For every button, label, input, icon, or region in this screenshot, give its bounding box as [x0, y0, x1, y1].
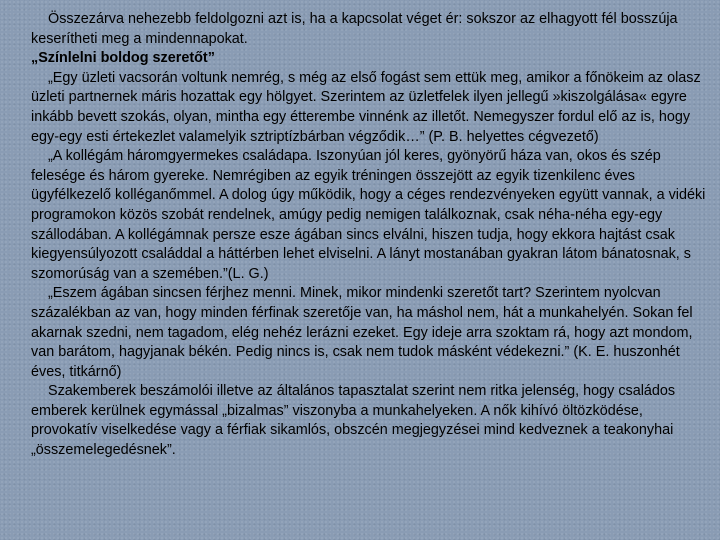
quote-paragraph-secretary: „Eszem ágában sincsen férjhez menni. Minek, mikor mindenki szeretőt tart? Szerintem nyolcvan százalékban az van, hogy minden férfinak szeretője van, ha máshol nem, hát a munkahelyén. Sokan fel akarnak szedni, nem tagadom, elég nehéz lerázni ezeket. Egy ideje arra szoktam rá, hogy azt mondom, van barátom, hagyjanak békén. Pedig nincs is, csak nem tudok másként védekezni.” (K. E. huszonhét éves, titkárnő): [31, 285, 693, 380]
closing-paragraph: Szakemberek beszámolói illetve az általános tapasztalat szerint nem ritka jelenség, hogy családos emberek kerülnek egymással „bizalmas” viszonyba a munkahelyeken. A nők kihívó öltözködése, provokatív viselkedése vagy a férfiak sikamlós, obszcén megjegyzései mind kedveznek a teakonyhai „összemelegedésnek”.: [31, 383, 676, 459]
section-heading: „Színlelni boldog szeretőt”: [31, 50, 215, 67]
quote-paragraph-business-dinner: „Egy üzleti vacsorán voltunk nemrég, s még az első fogást sem ettük meg, amikor a főnökeim az olasz üzleti partnernek máris hozattak egy hölgyet. Szerintem az üzletfelek ilyen jellegű »kiszolgálása« egyre inkább bevett szokás, olyan, mintha egy étterembe vinnénk az illetőt. Nemegyszer fordul elő az is, hogy egy-egy esti értekezlet valamelyik sztriptízbárban végződik…” (P. B. helyettes cégvezető): [31, 69, 701, 145]
quote-paragraph-colleague: „A kollégám háromgyermekes családapa. Iszonyúan jól keres, gyönyörű háza van, okos és szép felesége és három gyereke. Nemrégiben az egyik tréningen összejött az egyik tizenkilenc éves ügyfélkezelő kolléganőmmel. A dolog úgy működik, hogy a céges rendezvényeken együtt vannak, a vidéki programokon közös szobát rendelnek, amúgy pedig nemigen találkoznak, csak néha-néha egy-egy szállodában. A kollégámnak persze esze ágában sincs elválni, hiszen tudja, hogy ekkora hajtást csak kiegyensúlyozott családdal a háttérben lehet elviselni. A lányt mostanában gyakran látom bánatosnak, s szomorúság van a szemében.”(L. G.): [31, 148, 706, 282]
intro-paragraph: Összezárva nehezebb feldolgozni azt is, ha a kapcsolat véget ér: sokszor az elhagyott fél bosszúja keserítheti meg a mindennapokat.: [31, 11, 678, 47]
